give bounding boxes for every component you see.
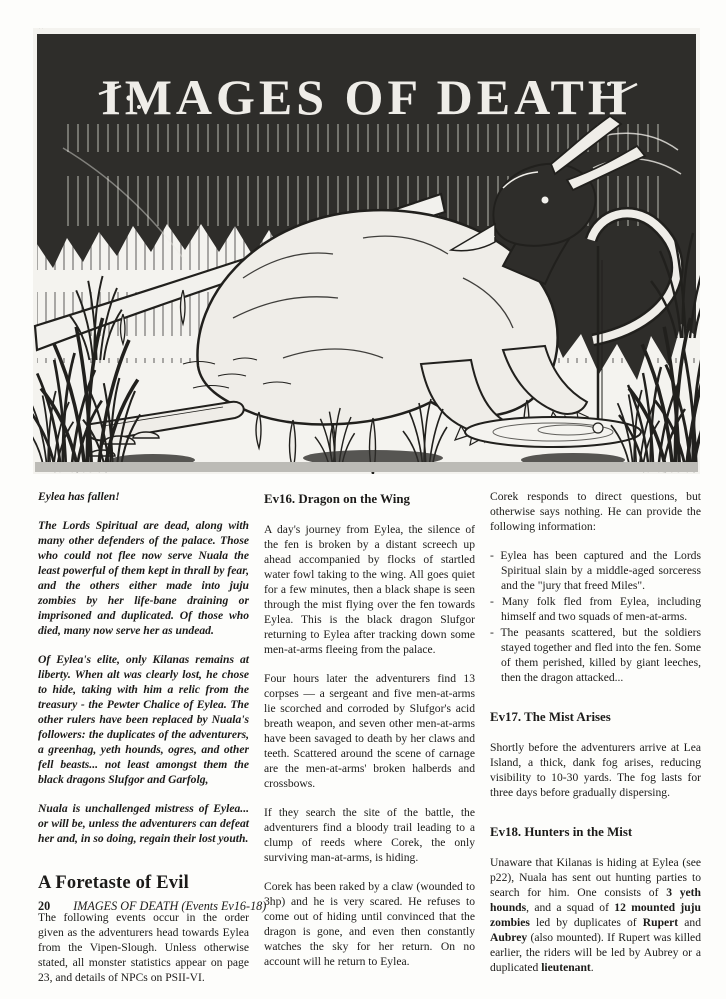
page-footer xyxy=(38,899,266,914)
body-paragraph: A day's journey from Eylea, the silence of the fen is broken by a distant screech up ahead accompanied by flocks of startled water fowl taking to the wing. All goes quiet for a few minutes, then a black shape is seen through the mist flying over the fen towards Eylea. This is the black dragon Slufgor returning to Eylea after tracking down some men-at-arms fleeing from the palace. xyxy=(264,522,475,657)
body-paragraph: Four hours later the adventurers find 13 corpses — a sergeant and five men-at-arms lie scorched and corroded by Slufgor's acid breath weapon, and seven other men-at-arms have been savaged to death by her claws and teeth. Scattered around the scene of carnage are the men-at-arms' broken halberds and crossbows. xyxy=(264,671,475,791)
bottom-grey-strip xyxy=(35,462,698,472)
dragon-illustration xyxy=(33,28,700,474)
event-heading-ev16: Ev16. Dragon on the Wing xyxy=(264,492,411,506)
event-heading-ev18: Ev18. Hunters in the Mist xyxy=(490,825,633,840)
body-paragraph: If they search the site of the battle, the adventurers find a bloody trail leading to a clump of reeds where Corek, the only surviving man-at-arms, is hiding. xyxy=(264,805,475,865)
body-paragraph: Corek has been raked by a claw (wounded to 3hp) and he is very scared. He refuses to come out of hiding until convinced that the dragon is gone, and even then constantly watches the sky for her return. On no account will he return to Eylea. xyxy=(264,879,475,968)
column-left xyxy=(38,489,249,999)
body-paragraph-rich: Unaware that Kilanas is hiding at Eylea (see p22), Nuala has sent out hunting parties to search for him. One consists of 3 yeth hounds, and a squad of 12 mounted juju zombies led by duplicates of Rupert and Aubrey (also mounted). If Rupert was killed earlier, the riders will be led by Aubrey or a duplicated lieutenant. xyxy=(490,856,701,975)
list-item: - Eylea has been captured and the Lords Spiritual slain by a middle-aged sorceress and the "jury that freed Miles". xyxy=(490,548,701,592)
body-paragraph: Corek responds to direct questions, but otherwise says nothing. He can provide the following information: xyxy=(490,490,701,534)
list-item: - Many folk fled from Eylea, including himself and two squads of men-at-arms. xyxy=(490,594,701,623)
banner-title-group xyxy=(99,69,637,125)
intro-paragraph: Nuala is unchallenged mistress of Eylea... or will be, unless the adventurers can defeat her and, in so doing, regain their lost youth. xyxy=(38,801,249,845)
body-paragraph: Shortly before the adventurers arrive at Lea Island, a thick, dank fog arises, reducing visibility to 10-30 yards. The fog lasts for three days before gradually dispersing. xyxy=(490,741,701,800)
pool xyxy=(465,417,641,447)
list-item: - The peasants scattered, but the soldiers stayed together and fled into the fen. Some of them perished, killed by giant leeches, then the dragon attacked... xyxy=(490,626,701,685)
section-heading-foretaste: A Foretaste of Evil xyxy=(38,872,189,893)
intro-paragraph: Of Eylea's elite, only Kilanas remains at liberty. When alt was clearly lost, he chose to hide, taking with him a relic from the treasury - the Pewter Chalice of Eylea. The other rulers have been replaced by Nuala's followers: the duplicates of the adventurers, a greenhag, yeth hounds, ogres, and other fell beasts... not least amongst them the black dragons Slufgor and Garfolg, xyxy=(38,652,249,787)
text-columns xyxy=(38,489,702,999)
body-paragraph: The following events occur in the order given as the adventurers head towards Eylea from the Vipen-Slough. Unless otherwise stated, all monster statistics appear on page 23, and details of NPCs on PSII-VI. xyxy=(38,910,249,985)
column-middle xyxy=(264,489,475,999)
column-right xyxy=(490,489,701,999)
intro-paragraph: Eylea has fallen! xyxy=(38,490,120,503)
intro-paragraph: The Lords Spiritual are dead, along with many other defenders of the palace. Those who could not flee now serve Nuala the least powerful of them kept in thrall by fear, and the others either made into juju zombies by her life-bane draining or imprisoned and duplicated. Of those who died, many now serve her as undead. xyxy=(38,518,249,637)
page-title: IMAGES OF DEATH xyxy=(101,69,631,125)
dragon-illustration-svg xyxy=(33,28,700,474)
dragon-eye xyxy=(542,197,549,204)
info-list xyxy=(490,548,701,686)
page-number: 20 xyxy=(38,899,51,913)
footer-running-title: IMAGES OF DEATH (Events Ev16-18) xyxy=(73,899,267,913)
event-heading-ev17: Ev17. The Mist Arises xyxy=(490,710,611,725)
